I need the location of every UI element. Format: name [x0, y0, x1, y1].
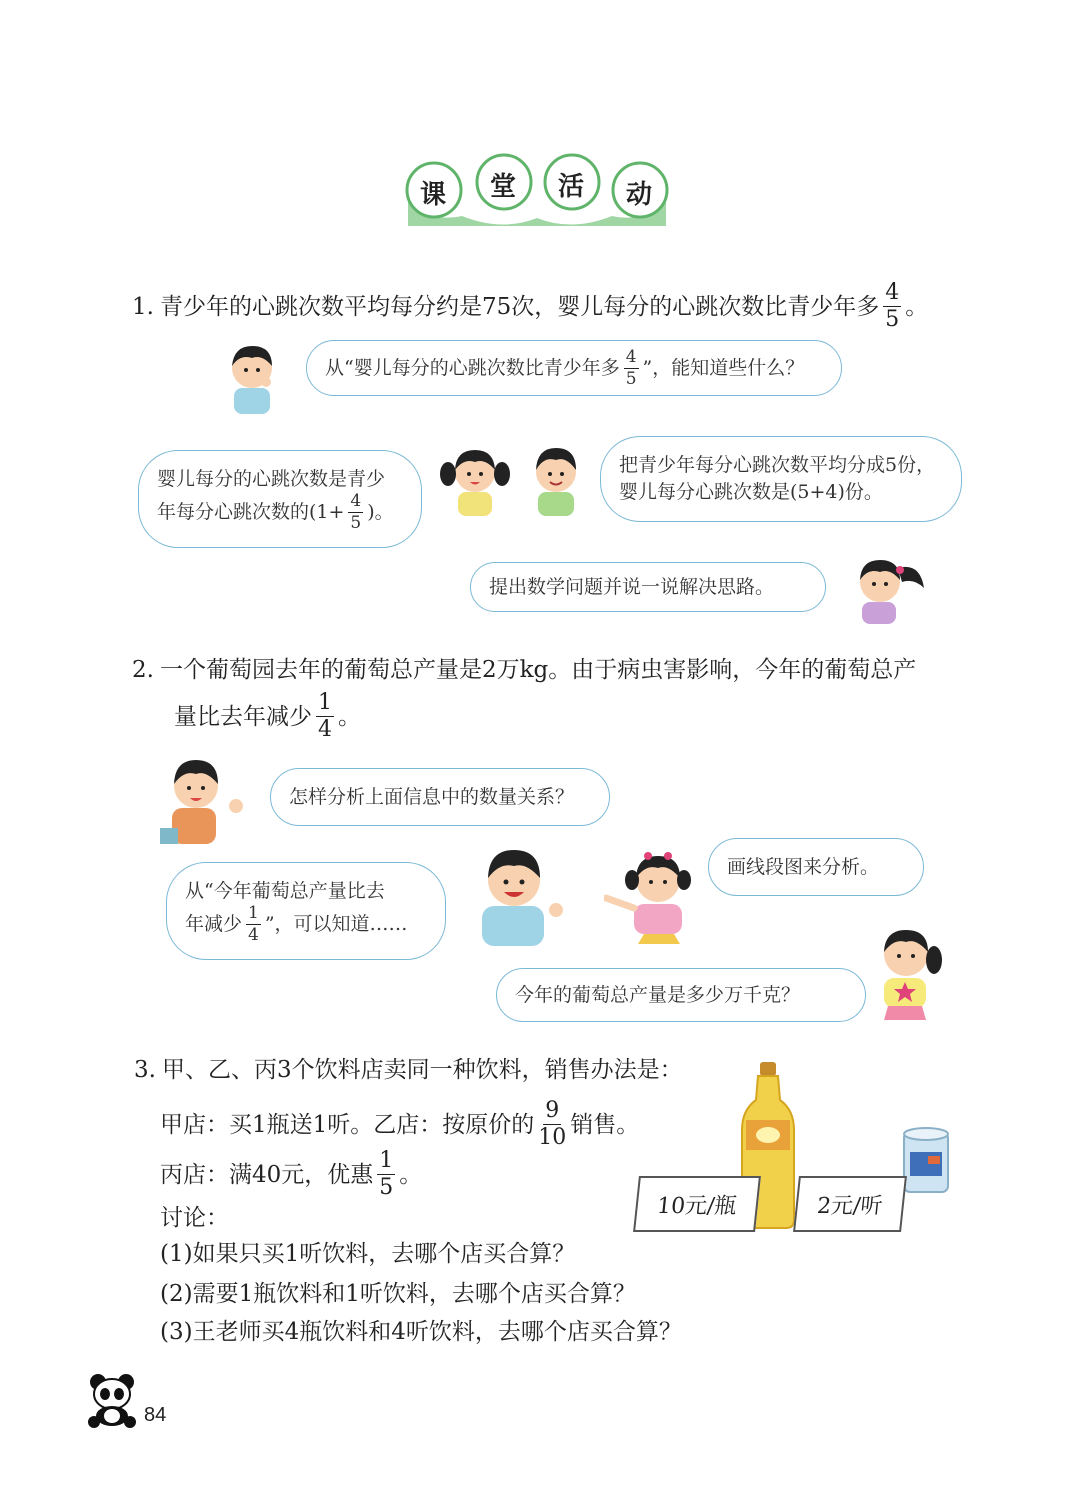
q1-bubble-1: 从“婴儿每分的心跳次数比青少年多 $\frac{4}{5}$ ”，能知道些什么？	[306, 340, 842, 396]
bottle-price-tag: 10元/瓶	[633, 1176, 761, 1232]
q1-bubble-4: 提出数学问题并说一说解决思路。	[470, 562, 826, 612]
q1-bubble-3: 把青少年每分心跳次数平均分成5份， 婴儿每分心跳次数是(5+4)份。	[600, 436, 962, 522]
q3-discuss-label: 讨论：	[160, 1205, 229, 1231]
q1-text: 1. 青少年的心跳次数平均每分约是75次，婴儿每分的心跳次数比青少年多 $\frac{4}{5}$ 。	[132, 280, 929, 332]
girl-ponytail-icon	[848, 548, 930, 624]
q3-item-1: (1)如果只买1听饮料，去哪个店买合算？	[160, 1241, 576, 1267]
drink-can-icon	[902, 1126, 950, 1196]
section-header	[402, 152, 672, 232]
q2-bubble-1: 怎样分析上面信息中的数量关系？	[270, 768, 610, 826]
boy-pointing-icon	[158, 752, 248, 848]
boy-smiling-icon	[524, 440, 588, 516]
q3-number: 3.	[134, 1057, 156, 1083]
q1-number: 1.	[132, 293, 154, 320]
q1-bubble-2: 婴儿每分的心跳次数是青少 年每分心跳次数的(1+ $\frac{4}{5}$ )。	[138, 450, 422, 548]
q1-body: 青少年的心跳次数平均每分约是75次，婴儿每分的心跳次数比青少年多	[159, 293, 880, 320]
q2-line-2: 量比去年减少 $\frac{1}{4}$ 。	[174, 690, 361, 742]
can-price-tag: 2元/听	[793, 1176, 907, 1232]
boy-laughing-icon	[470, 844, 566, 948]
header-char-4: 动	[626, 180, 653, 210]
q2-bubble-2: 从“今年葡萄总产量比去 年减少 $\frac{1}{4}$ ”，可以知道……	[166, 862, 446, 960]
header-char-3: 活	[558, 172, 585, 202]
q3-item-3: (3)王老师买4瓶饮料和4听饮料，去哪个店买合算？	[160, 1319, 682, 1345]
boy-thinking-icon	[222, 338, 280, 414]
q3-line-3: 丙店：满40元，优惠 $\frac{1}{5}$ 。	[160, 1148, 423, 1200]
q2-number: 2.	[132, 657, 154, 683]
panda-icon	[86, 1372, 138, 1428]
q3-line-2: 甲店：买1瓶送1听。乙店：按原价的 $\frac{9}{10}$ 销售。	[160, 1098, 640, 1150]
page-number: 84	[144, 1404, 167, 1426]
girl-star-shirt-icon	[866, 916, 946, 1022]
q3-item-2: (2)需要1瓶饮料和1听饮料，去哪个店买合算？	[160, 1281, 636, 1307]
girl-pointing-icon	[604, 842, 710, 946]
q3-line-1: 3. 甲、乙、丙3个饮料店卖同一种饮料，销售办法是：	[134, 1054, 683, 1086]
header-char-2: 堂	[490, 172, 517, 202]
girl-pigtails-icon	[440, 440, 510, 516]
q2-bubble-4: 今年的葡萄总产量是多少万千克？	[496, 968, 866, 1022]
q2-line-1: 2. 一个葡萄园去年的葡萄总产量是2万kg。由于病虫害影响，今年的葡萄总产	[132, 654, 916, 686]
q1-fraction: $\frac{4}{5}$	[885, 280, 900, 332]
header-char-1: 课	[420, 180, 447, 210]
q2-bubble-3: 画线段图来分析。	[708, 838, 924, 896]
